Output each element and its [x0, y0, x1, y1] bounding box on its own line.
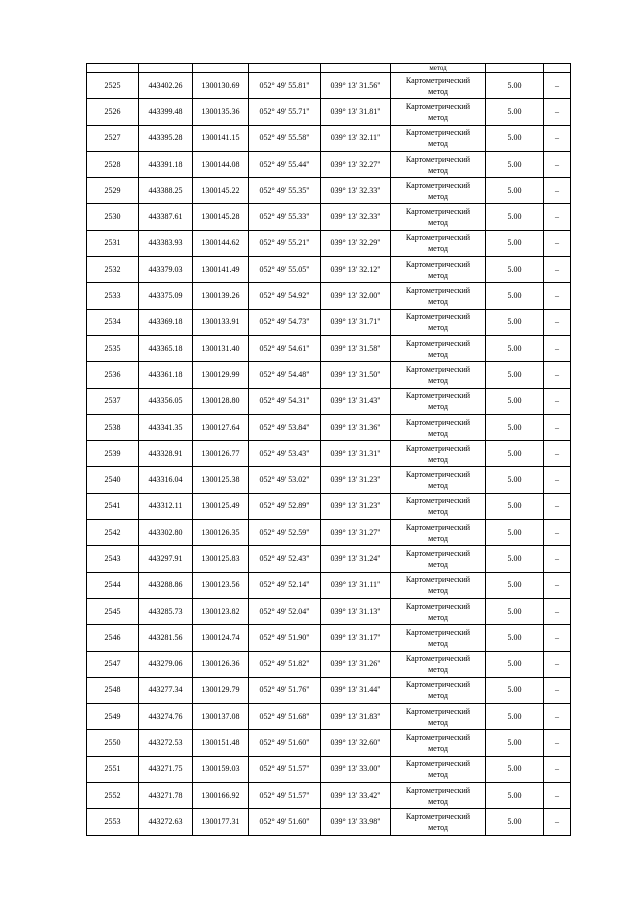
latitude-cell: 052° 49' 51.90" — [249, 625, 321, 651]
table-row — [87, 441, 571, 467]
precision-cell: 5.00 — [486, 809, 544, 835]
method-cell: Картометрический метод — [391, 335, 486, 361]
longitude-cell: 039° 13' 33.00" — [321, 756, 391, 782]
latitude-cell: 052° 49' 55.71" — [249, 99, 321, 125]
x-coordinate-cell: 443274.76 — [139, 704, 193, 730]
method-cell: Картометрический метод — [391, 625, 486, 651]
table-row — [87, 572, 571, 598]
note-cell: – — [544, 625, 571, 651]
latitude-cell: 052° 49' 52.59" — [249, 520, 321, 546]
note-cell: – — [544, 677, 571, 703]
note-cell: – — [544, 73, 571, 99]
latitude-cell: 052° 49' 51.82" — [249, 651, 321, 677]
table-row — [87, 204, 571, 230]
note-cell: – — [544, 362, 571, 388]
latitude-cell: 052° 49' 54.73" — [249, 309, 321, 335]
y-coordinate-cell: 1300141.15 — [193, 125, 249, 151]
latitude-cell: 052° 49' 55.81" — [249, 73, 321, 99]
table-row — [87, 493, 571, 519]
precision-cell: 5.00 — [486, 441, 544, 467]
y-coordinate-cell: 1300137.08 — [193, 704, 249, 730]
note-cell: – — [544, 467, 571, 493]
x-coordinate-cell: 443402.26 — [139, 73, 193, 99]
latitude-cell: 052° 49' 51.76" — [249, 677, 321, 703]
x-coordinate-cell: 443297.91 — [139, 546, 193, 572]
point-number-cell: 2538 — [87, 414, 139, 440]
x-coordinate-cell: 443379.03 — [139, 257, 193, 283]
x-coordinate-cell: 443285.73 — [139, 598, 193, 624]
latitude-cell: 052° 49' 54.31" — [249, 388, 321, 414]
point-number-cell: 2551 — [87, 756, 139, 782]
cell — [544, 64, 571, 73]
table-row — [87, 257, 571, 283]
precision-cell: 5.00 — [486, 309, 544, 335]
x-coordinate-cell: 443272.53 — [139, 730, 193, 756]
table-row — [87, 546, 571, 572]
note-cell: – — [544, 388, 571, 414]
y-coordinate-cell: 1300141.49 — [193, 257, 249, 283]
longitude-cell: 039° 13' 33.42" — [321, 783, 391, 809]
longitude-cell: 039° 13' 32.33" — [321, 178, 391, 204]
x-coordinate-cell: 443399.48 — [139, 99, 193, 125]
point-number-cell: 2546 — [87, 625, 139, 651]
table-row — [87, 309, 571, 335]
point-number-cell: 2536 — [87, 362, 139, 388]
longitude-cell: 039° 13' 32.29" — [321, 230, 391, 256]
x-coordinate-cell: 443361.18 — [139, 362, 193, 388]
latitude-cell: 052° 49' 55.58" — [249, 125, 321, 151]
note-cell: – — [544, 704, 571, 730]
x-coordinate-cell: 443341.35 — [139, 414, 193, 440]
longitude-cell: 039° 13' 31.36" — [321, 414, 391, 440]
point-number-cell: 2533 — [87, 283, 139, 309]
cell — [87, 64, 139, 73]
note-cell: – — [544, 257, 571, 283]
table-row — [87, 388, 571, 414]
y-coordinate-cell: 1300126.35 — [193, 520, 249, 546]
longitude-cell: 039° 13' 31.58" — [321, 335, 391, 361]
x-coordinate-cell: 443369.18 — [139, 309, 193, 335]
x-coordinate-cell: 443316.04 — [139, 467, 193, 493]
longitude-cell: 039° 13' 32.27" — [321, 151, 391, 177]
note-cell: – — [544, 730, 571, 756]
y-coordinate-cell: 1300151.48 — [193, 730, 249, 756]
continuation-row — [87, 64, 571, 73]
note-cell: – — [544, 151, 571, 177]
latitude-cell: 052° 49' 52.89" — [249, 493, 321, 519]
longitude-cell: 039° 13' 31.23" — [321, 467, 391, 493]
point-number-cell: 2549 — [87, 704, 139, 730]
precision-cell: 5.00 — [486, 520, 544, 546]
note-cell: – — [544, 178, 571, 204]
table-row — [87, 756, 571, 782]
longitude-cell: 039° 13' 31.24" — [321, 546, 391, 572]
y-coordinate-cell: 1300145.28 — [193, 204, 249, 230]
y-coordinate-cell: 1300159.03 — [193, 756, 249, 782]
longitude-cell: 039° 13' 31.11" — [321, 572, 391, 598]
y-coordinate-cell: 1300125.38 — [193, 467, 249, 493]
point-number-cell: 2541 — [87, 493, 139, 519]
cell — [139, 64, 193, 73]
cell — [193, 64, 249, 73]
y-coordinate-cell: 1300144.62 — [193, 230, 249, 256]
latitude-cell: 052° 49' 51.60" — [249, 809, 321, 835]
method-cell: Картометрический метод — [391, 493, 486, 519]
point-number-cell: 2526 — [87, 99, 139, 125]
note-cell: – — [544, 309, 571, 335]
method-cell: Картометрический метод — [391, 283, 486, 309]
precision-cell: 5.00 — [486, 546, 544, 572]
note-cell: – — [544, 783, 571, 809]
x-coordinate-cell: 443279.06 — [139, 651, 193, 677]
note-cell: – — [544, 598, 571, 624]
method-cell: Картометрический метод — [391, 598, 486, 624]
note-cell: – — [544, 204, 571, 230]
longitude-cell: 039° 13' 31.27" — [321, 520, 391, 546]
point-number-cell: 2537 — [87, 388, 139, 414]
y-coordinate-cell: 1300127.64 — [193, 414, 249, 440]
x-coordinate-cell: 443271.78 — [139, 783, 193, 809]
latitude-cell: 052° 49' 55.33" — [249, 204, 321, 230]
point-number-cell: 2553 — [87, 809, 139, 835]
y-coordinate-cell: 1300129.99 — [193, 362, 249, 388]
table-row — [87, 335, 571, 361]
y-coordinate-cell: 1300123.56 — [193, 572, 249, 598]
point-number-cell: 2531 — [87, 230, 139, 256]
latitude-cell: 052° 49' 55.35" — [249, 178, 321, 204]
note-cell: – — [544, 230, 571, 256]
latitude-cell: 052° 49' 53.43" — [249, 441, 321, 467]
method-cell: Картометрический метод — [391, 783, 486, 809]
longitude-cell: 039° 13' 31.71" — [321, 309, 391, 335]
precision-cell: 5.00 — [486, 335, 544, 361]
method-cell: Картометрический метод — [391, 572, 486, 598]
y-coordinate-cell: 1300126.36 — [193, 651, 249, 677]
y-coordinate-cell: 1300166.92 — [193, 783, 249, 809]
longitude-cell: 039° 13' 31.26" — [321, 651, 391, 677]
point-number-cell: 2547 — [87, 651, 139, 677]
precision-cell: 5.00 — [486, 73, 544, 99]
table-row — [87, 783, 571, 809]
method-cell: Картометрический метод — [391, 467, 486, 493]
latitude-cell: 052° 49' 53.84" — [249, 414, 321, 440]
method-cell: Картометрический метод — [391, 441, 486, 467]
point-number-cell: 2543 — [87, 546, 139, 572]
table-row — [87, 151, 571, 177]
method-cell: Картометрический метод — [391, 651, 486, 677]
point-number-cell: 2528 — [87, 151, 139, 177]
method-cell: Картометрический метод — [391, 756, 486, 782]
longitude-cell: 039° 13' 31.13" — [321, 598, 391, 624]
point-number-cell: 2535 — [87, 335, 139, 361]
precision-cell: 5.00 — [486, 730, 544, 756]
precision-cell: 5.00 — [486, 230, 544, 256]
point-number-cell: 2530 — [87, 204, 139, 230]
method-cell: Картометрический метод — [391, 677, 486, 703]
method-cell: Картометрический метод — [391, 730, 486, 756]
point-number-cell: 2545 — [87, 598, 139, 624]
precision-cell: 5.00 — [486, 204, 544, 230]
table-row — [87, 73, 571, 99]
point-number-cell: 2540 — [87, 467, 139, 493]
longitude-cell: 039° 13' 32.11" — [321, 125, 391, 151]
point-number-cell: 2548 — [87, 677, 139, 703]
latitude-cell: 052° 49' 55.21" — [249, 230, 321, 256]
method-cell: Картометрический метод — [391, 546, 486, 572]
x-coordinate-cell: 443395.28 — [139, 125, 193, 151]
y-coordinate-cell: 1300131.40 — [193, 335, 249, 361]
latitude-cell: 052° 49' 52.14" — [249, 572, 321, 598]
method-cell: Картометрический метод — [391, 520, 486, 546]
longitude-cell: 039° 13' 31.81" — [321, 99, 391, 125]
longitude-cell: 039° 13' 31.83" — [321, 704, 391, 730]
precision-cell: 5.00 — [486, 651, 544, 677]
document-page — [86, 63, 570, 836]
precision-cell: 5.00 — [486, 414, 544, 440]
latitude-cell: 052° 49' 51.57" — [249, 783, 321, 809]
precision-cell: 5.00 — [486, 151, 544, 177]
longitude-cell: 039° 13' 32.60" — [321, 730, 391, 756]
longitude-cell: 039° 13' 32.12" — [321, 257, 391, 283]
x-coordinate-cell: 443277.34 — [139, 677, 193, 703]
longitude-cell: 039° 13' 31.56" — [321, 73, 391, 99]
table-row — [87, 598, 571, 624]
x-coordinate-cell: 443365.18 — [139, 335, 193, 361]
continuation-method-cell: метод — [391, 64, 486, 73]
y-coordinate-cell: 1300139.26 — [193, 283, 249, 309]
y-coordinate-cell: 1300128.80 — [193, 388, 249, 414]
table-row — [87, 651, 571, 677]
y-coordinate-cell: 1300130.69 — [193, 73, 249, 99]
precision-cell: 5.00 — [486, 257, 544, 283]
point-number-cell: 2550 — [87, 730, 139, 756]
precision-cell: 5.00 — [486, 99, 544, 125]
point-number-cell: 2525 — [87, 73, 139, 99]
longitude-cell: 039° 13' 31.43" — [321, 388, 391, 414]
y-coordinate-cell: 1300177.31 — [193, 809, 249, 835]
precision-cell: 5.00 — [486, 677, 544, 703]
note-cell: – — [544, 414, 571, 440]
method-cell: Картометрический метод — [391, 414, 486, 440]
precision-cell: 5.00 — [486, 362, 544, 388]
method-cell: Картометрический метод — [391, 257, 486, 283]
latitude-cell: 052° 49' 51.60" — [249, 730, 321, 756]
precision-cell: 5.00 — [486, 283, 544, 309]
table-row — [87, 414, 571, 440]
method-cell: Картометрический метод — [391, 73, 486, 99]
note-cell: – — [544, 335, 571, 361]
table-row — [87, 625, 571, 651]
table-row — [87, 99, 571, 125]
table-row — [87, 125, 571, 151]
x-coordinate-cell: 443388.25 — [139, 178, 193, 204]
point-number-cell: 2544 — [87, 572, 139, 598]
method-cell: Картометрический метод — [391, 151, 486, 177]
cell — [321, 64, 391, 73]
method-cell: Картометрический метод — [391, 362, 486, 388]
table-row — [87, 520, 571, 546]
y-coordinate-cell: 1300125.49 — [193, 493, 249, 519]
point-number-cell: 2542 — [87, 520, 139, 546]
x-coordinate-cell: 443328.91 — [139, 441, 193, 467]
method-cell: Картометрический метод — [391, 309, 486, 335]
precision-cell: 5.00 — [486, 756, 544, 782]
latitude-cell: 052° 49' 55.05" — [249, 257, 321, 283]
method-cell: Картометрический метод — [391, 99, 486, 125]
table-row — [87, 730, 571, 756]
note-cell: – — [544, 809, 571, 835]
latitude-cell: 052° 49' 52.04" — [249, 598, 321, 624]
y-coordinate-cell: 1300135.36 — [193, 99, 249, 125]
note-cell: – — [544, 125, 571, 151]
note-cell: – — [544, 99, 571, 125]
method-cell: Картометрический метод — [391, 388, 486, 414]
precision-cell: 5.00 — [486, 625, 544, 651]
coordinates-table — [86, 63, 571, 836]
note-cell: – — [544, 520, 571, 546]
point-number-cell: 2534 — [87, 309, 139, 335]
table-row — [87, 809, 571, 835]
precision-cell: 5.00 — [486, 598, 544, 624]
x-coordinate-cell: 443271.75 — [139, 756, 193, 782]
method-cell: Картометрический метод — [391, 178, 486, 204]
precision-cell: 5.00 — [486, 467, 544, 493]
note-cell: – — [544, 283, 571, 309]
y-coordinate-cell: 1300145.22 — [193, 178, 249, 204]
x-coordinate-cell: 443288.86 — [139, 572, 193, 598]
longitude-cell: 039° 13' 31.50" — [321, 362, 391, 388]
method-cell: Картометрический метод — [391, 204, 486, 230]
y-coordinate-cell: 1300129.79 — [193, 677, 249, 703]
latitude-cell: 052° 49' 53.02" — [249, 467, 321, 493]
x-coordinate-cell: 443302.80 — [139, 520, 193, 546]
x-coordinate-cell: 443281.56 — [139, 625, 193, 651]
precision-cell: 5.00 — [486, 783, 544, 809]
point-number-cell: 2552 — [87, 783, 139, 809]
longitude-cell: 039° 13' 33.98" — [321, 809, 391, 835]
note-cell: – — [544, 756, 571, 782]
x-coordinate-cell: 443387.61 — [139, 204, 193, 230]
y-coordinate-cell: 1300124.74 — [193, 625, 249, 651]
point-number-cell: 2532 — [87, 257, 139, 283]
point-number-cell: 2529 — [87, 178, 139, 204]
y-coordinate-cell: 1300125.83 — [193, 546, 249, 572]
x-coordinate-cell: 443391.18 — [139, 151, 193, 177]
latitude-cell: 052° 49' 55.44" — [249, 151, 321, 177]
precision-cell: 5.00 — [486, 704, 544, 730]
y-coordinate-cell: 1300123.82 — [193, 598, 249, 624]
longitude-cell: 039° 13' 31.23" — [321, 493, 391, 519]
latitude-cell: 052° 49' 51.68" — [249, 704, 321, 730]
point-number-cell: 2539 — [87, 441, 139, 467]
table-row — [87, 362, 571, 388]
table-row — [87, 283, 571, 309]
note-cell: – — [544, 546, 571, 572]
y-coordinate-cell: 1300126.77 — [193, 441, 249, 467]
precision-cell: 5.00 — [486, 493, 544, 519]
table-row — [87, 230, 571, 256]
x-coordinate-cell: 443375.09 — [139, 283, 193, 309]
table-row — [87, 704, 571, 730]
precision-cell: 5.00 — [486, 572, 544, 598]
longitude-cell: 039° 13' 31.17" — [321, 625, 391, 651]
y-coordinate-cell: 1300144.08 — [193, 151, 249, 177]
method-cell: Картометрический метод — [391, 809, 486, 835]
longitude-cell: 039° 13' 32.33" — [321, 204, 391, 230]
note-cell: – — [544, 493, 571, 519]
note-cell: – — [544, 441, 571, 467]
latitude-cell: 052° 49' 52.43" — [249, 546, 321, 572]
method-cell: Картометрический метод — [391, 704, 486, 730]
latitude-cell: 052° 49' 54.48" — [249, 362, 321, 388]
method-cell: Картометрический метод — [391, 230, 486, 256]
precision-cell: 5.00 — [486, 178, 544, 204]
longitude-cell: 039° 13' 31.44" — [321, 677, 391, 703]
longitude-cell: 039° 13' 31.31" — [321, 441, 391, 467]
precision-cell: 5.00 — [486, 388, 544, 414]
table-row — [87, 677, 571, 703]
latitude-cell: 052° 49' 51.57" — [249, 756, 321, 782]
precision-cell: 5.00 — [486, 125, 544, 151]
note-cell: – — [544, 651, 571, 677]
cell — [486, 64, 544, 73]
latitude-cell: 052° 49' 54.92" — [249, 283, 321, 309]
table-row — [87, 467, 571, 493]
x-coordinate-cell: 443272.63 — [139, 809, 193, 835]
cell — [249, 64, 321, 73]
method-cell: Картометрический метод — [391, 125, 486, 151]
x-coordinate-cell: 443312.11 — [139, 493, 193, 519]
table-row — [87, 178, 571, 204]
x-coordinate-cell: 443356.05 — [139, 388, 193, 414]
note-cell: – — [544, 572, 571, 598]
longitude-cell: 039° 13' 32.00" — [321, 283, 391, 309]
latitude-cell: 052° 49' 54.61" — [249, 335, 321, 361]
point-number-cell: 2527 — [87, 125, 139, 151]
x-coordinate-cell: 443383.93 — [139, 230, 193, 256]
y-coordinate-cell: 1300133.91 — [193, 309, 249, 335]
